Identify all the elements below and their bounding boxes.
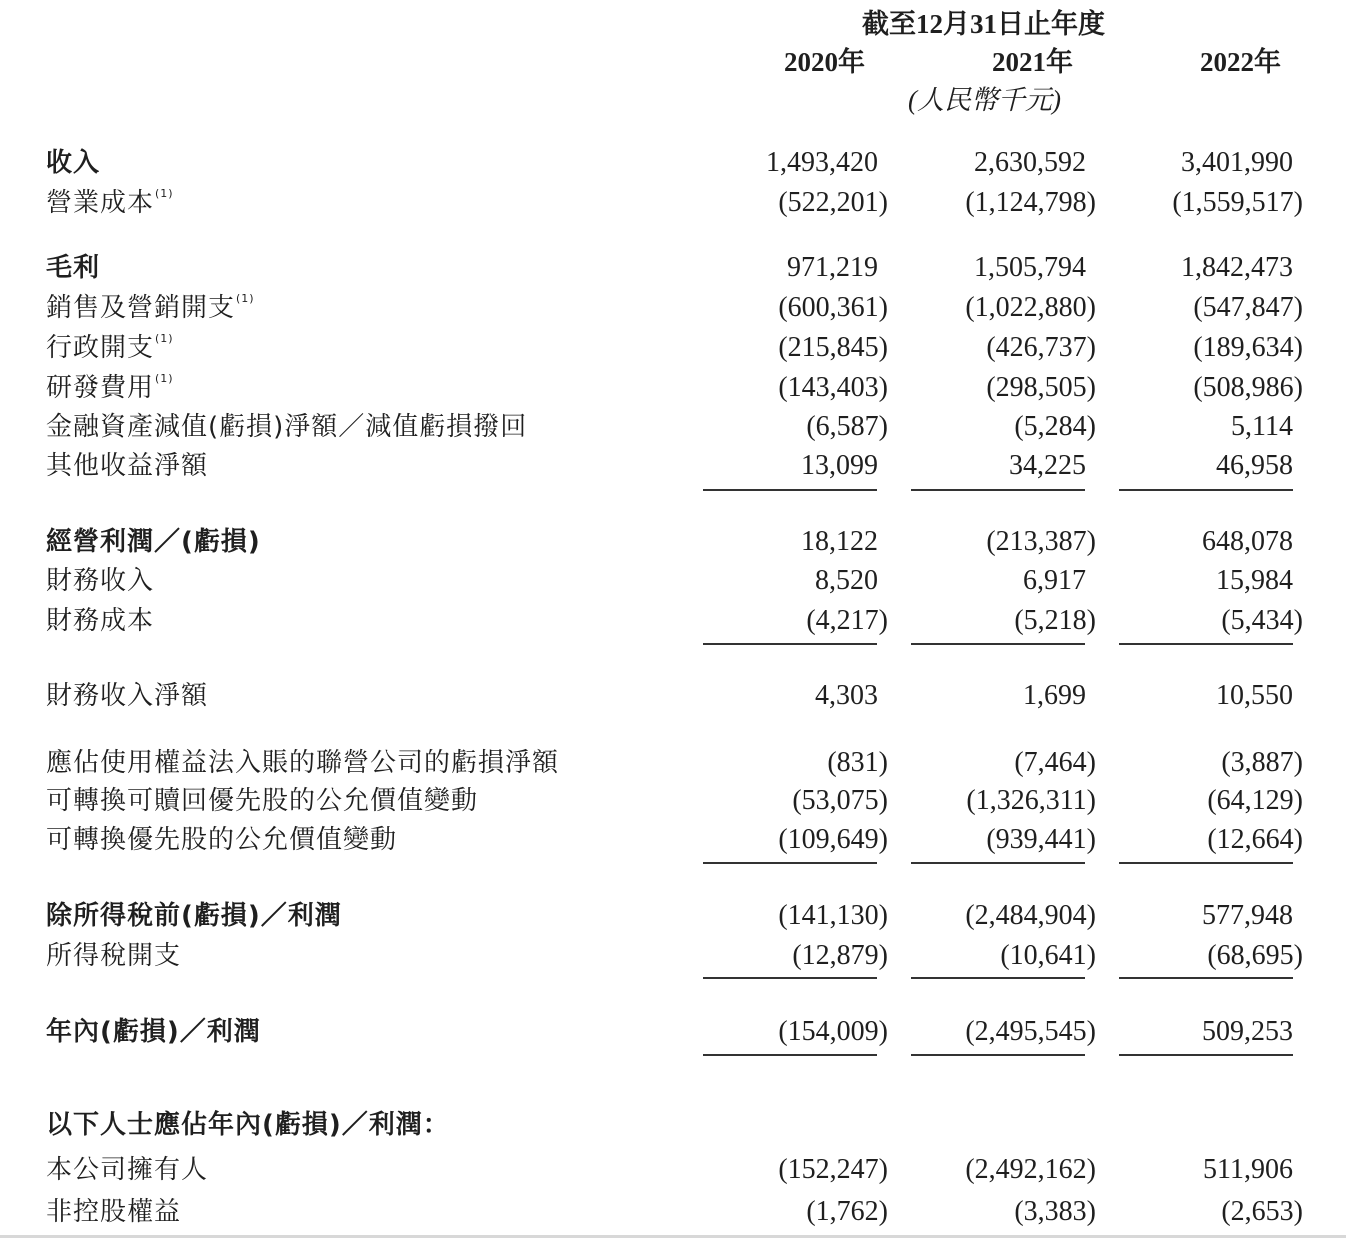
row-label: 銷售及營銷開支$^{(1)}$ [46, 292, 255, 323]
value-2020: 1,493,420 [766, 147, 878, 178]
table-row-share-of-associates-loss [0, 743, 1346, 783]
value-2021: 34,225 [1009, 450, 1086, 481]
value-2020: (53,075) [792, 785, 888, 816]
table-row-revenue [0, 143, 1346, 183]
value-2022: (5,434) [1221, 605, 1303, 636]
value-2022: 15,984 [1216, 565, 1293, 596]
value-2021: (213,387) [986, 526, 1096, 557]
value-2021: (2,492,162) [965, 1154, 1096, 1185]
subtotal-rule [911, 489, 1085, 491]
value-2022: 3,401,990 [1181, 147, 1293, 178]
row-label: 營業成本$^{(1)}$ [46, 187, 174, 218]
value-2020: 971,219 [787, 252, 878, 283]
value-2022: 509,253 [1202, 1016, 1293, 1047]
value-2022: (189,634) [1193, 332, 1303, 363]
value-2020: 18,122 [801, 526, 878, 557]
table-row-impairment [0, 407, 1346, 447]
table-row-cost-of-revenue [0, 183, 1346, 223]
subtotal-rule [703, 862, 877, 864]
value-2021: (5,284) [1014, 411, 1096, 442]
subtotal-rule [1119, 977, 1293, 979]
value-2020: (4,217) [806, 605, 888, 636]
value-2021: (2,484,904) [965, 900, 1096, 931]
value-2022: (64,129) [1207, 785, 1303, 816]
row-label: 可轉換可贖回優先股的公允價值變動 [46, 786, 479, 816]
row-label: 除所得稅前(虧損)／利潤 [46, 901, 342, 931]
value-2020: (600,361) [778, 292, 888, 323]
footnote-marker: (1) [155, 332, 174, 345]
subtotal-rule [1119, 489, 1293, 491]
subtotal-rule [703, 977, 877, 979]
value-2020: (215,845) [778, 332, 888, 363]
table-row-other-gains [0, 446, 1346, 486]
value-2021: 1,699 [1023, 680, 1086, 711]
value-2020: (154,009) [778, 1016, 888, 1047]
subtotal-rule [911, 643, 1085, 645]
value-2022: (2,653) [1221, 1196, 1303, 1227]
table-row-owners-of-company [0, 1150, 1346, 1190]
year-2021-header: 2021年 [992, 47, 1073, 77]
value-2020: (522,201) [778, 187, 888, 218]
subtotal-rule [1119, 643, 1293, 645]
value-2020: (141,130) [778, 900, 888, 931]
table-row-preferred-fv [0, 820, 1346, 860]
row-label: 其他收益淨額 [46, 451, 209, 481]
table-row-selling-marketing [0, 288, 1346, 328]
value-2022: (547,847) [1193, 292, 1303, 323]
row-label: 財務收入淨額 [46, 681, 209, 711]
value-2022: 5,114 [1231, 411, 1293, 442]
year-2020-header: 2020年 [784, 47, 865, 77]
subtotal-rule [703, 489, 877, 491]
value-2021: 2,630,592 [974, 147, 1086, 178]
currency-unit: (人民幣千元) [908, 85, 1061, 115]
table-row-non-controlling-interests [0, 1192, 1346, 1232]
value-2022: (12,664) [1207, 824, 1303, 855]
total-rule [1119, 1054, 1293, 1056]
table-row-finance-income [0, 561, 1346, 601]
value-2022: 511,906 [1203, 1154, 1293, 1185]
row-label: 財務收入 [46, 566, 155, 596]
row-label: 本公司擁有人 [46, 1155, 209, 1185]
period-title: 截至12月31日止年度 [862, 9, 1105, 39]
value-2020: (143,403) [778, 372, 888, 403]
year-2022-header: 2022年 [1200, 47, 1281, 77]
value-2022: 577,948 [1202, 900, 1293, 931]
value-2021: (298,505) [986, 372, 1096, 403]
table-row-profit-before-tax [0, 896, 1346, 936]
row-label: 毛利 [46, 253, 101, 283]
row-label: 應佔使用權益法入賬的聯營公司的虧損淨額 [46, 748, 560, 778]
value-2021: 1,505,794 [974, 252, 1086, 283]
table-row-operating-profit [0, 522, 1346, 562]
subtotal-rule [911, 862, 1085, 864]
value-2022: (508,986) [1193, 372, 1303, 403]
value-2020: (1,762) [806, 1196, 888, 1227]
value-2020: 13,099 [801, 450, 878, 481]
row-label: 可轉換優先股的公允價值變動 [46, 825, 398, 855]
value-2021: (939,441) [986, 824, 1096, 855]
value-2022: 1,842,473 [1181, 252, 1293, 283]
footnote-marker: (1) [155, 187, 174, 200]
value-2021: (5,218) [1014, 605, 1096, 636]
value-2020: 8,520 [815, 565, 878, 596]
value-2021: (426,737) [986, 332, 1096, 363]
value-2021: (3,383) [1014, 1196, 1096, 1227]
value-2021: (1,124,798) [965, 187, 1096, 218]
row-label: 收入 [46, 148, 101, 178]
subtotal-rule [703, 643, 877, 645]
value-2022: (68,695) [1207, 940, 1303, 971]
row-label: 經營利潤／(虧損) [46, 527, 261, 557]
value-2022: (1,559,517) [1172, 187, 1303, 218]
value-2022: 10,550 [1216, 680, 1293, 711]
row-label: 非控股權益 [46, 1197, 182, 1227]
row-label: 行政開支$^{(1)}$ [46, 332, 174, 363]
footnote-marker: (1) [236, 292, 255, 305]
subtotal-rule [1119, 862, 1293, 864]
table-row-admin-expenses [0, 328, 1346, 368]
table-row-finance-costs [0, 601, 1346, 641]
row-label: 研發費用$^{(1)}$ [46, 372, 174, 403]
total-rule [911, 1054, 1085, 1056]
value-2021: (1,022,880) [965, 292, 1096, 323]
value-2022: (3,887) [1221, 747, 1303, 778]
table-row-redeemable-preferred-fv [0, 781, 1346, 821]
value-2022: 46,958 [1216, 450, 1293, 481]
value-2020: (12,879) [792, 940, 888, 971]
value-2021: (10,641) [1000, 940, 1096, 971]
table-row-rd-expenses [0, 368, 1346, 408]
value-2021: (1,326,311) [966, 785, 1096, 816]
row-label: 金融資產減值(虧損)淨額／減值虧損撥回 [46, 412, 528, 442]
value-2021: 6,917 [1023, 565, 1086, 596]
value-2020: 4,303 [815, 680, 878, 711]
table-row-income-tax [0, 936, 1346, 976]
value-2021: (7,464) [1014, 747, 1096, 778]
row-label: 所得稅開支 [46, 941, 182, 971]
row-label: 年內(虧損)／利潤 [46, 1017, 261, 1047]
total-rule [703, 1054, 877, 1056]
table-row-gross-profit [0, 248, 1346, 288]
value-2020: (831) [827, 747, 888, 778]
footnote-marker: (1) [155, 372, 174, 385]
table-row-attributable-heading [0, 1105, 1346, 1145]
value-2020: (109,649) [778, 824, 888, 855]
value-2020: (6,587) [806, 411, 888, 442]
row-label: 財務成本 [46, 606, 155, 636]
value-2020: (152,247) [778, 1154, 888, 1185]
subtotal-rule [911, 977, 1085, 979]
table-row-profit-for-year [0, 1012, 1346, 1052]
value-2022: 648,078 [1202, 526, 1293, 557]
value-2021: (2,495,545) [965, 1016, 1096, 1047]
table-row-net-finance-income [0, 676, 1346, 716]
section-heading: 以下人士應佔年內(虧損)／利潤： [46, 1110, 450, 1140]
